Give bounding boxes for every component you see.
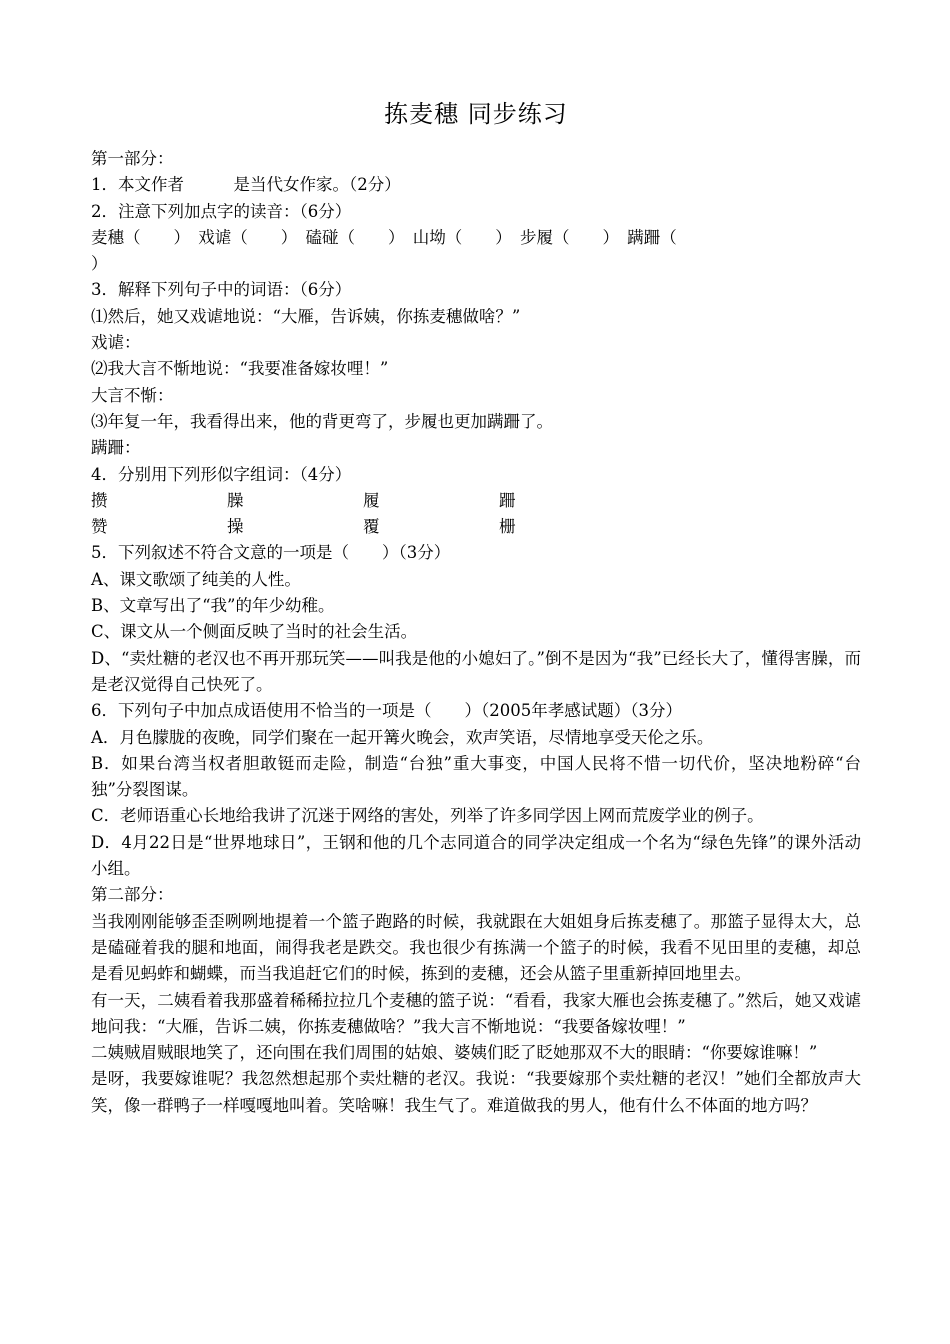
question-6-option-a: A．月色朦胧的夜晚，同学们聚在一起开篝火晚会，欢声笑语，尽情地享受天伦之乐。 [91,727,714,747]
question-3-sentence-1: ⑴然后，她又戏谑地说：“大雁，告诉姨，你拣麦穗做啥？” [91,306,521,326]
question-2-items: 麦穗（ ） 戏谑（ ） 磕碰（ ） 山坳（ ） 步履（ ） 蹒跚（ [91,227,677,247]
char-cell: 跚 [499,490,516,510]
document-page [91,96,861,1119]
question-4-row-2 [91,514,861,540]
char-cell: 赞 [91,517,108,537]
passage-paragraph-2: 有一天，二姨看着我那盛着稀稀拉拉几个麦穗的篮子说：“看看，我家大雁也会拣麦穗了。”然后，她又戏谑地问我：“大雁，告诉二姨，你拣麦穗做啥？”我大言不惭地说：“我要备嫁妆哩！” [91,990,861,1036]
question-5-option-c: C、课文从一个侧面反映了当时的社会生活。 [91,622,418,642]
question-3-answer-2: 大言不惭： [91,385,174,405]
question-5-option-a: A、课文歌颂了纯美的人性。 [91,569,301,589]
char-cell: 栅 [499,517,516,537]
section-heading-part2: 第二部分： [91,885,174,905]
question-2-items-cont: ） [91,254,108,274]
char-cell: 臊 [227,490,244,510]
question-3-answer-1: 戏谑： [91,333,141,353]
question-1: 1．本文作者 是当代女作家。（2分） [91,175,401,195]
question-4-row-1 [91,488,861,514]
question-5: 5．下列叙述不符合文意的一项是（ ）（3分） [91,543,451,563]
question-4: 4．分别用下列形似字组词：（4分） [91,464,352,484]
passage-paragraph-3: 二姨贼眉贼眼地笑了，还向围在我们周围的姑娘、婆姨们眨了眨她那双不大的眼睛：“你要嫁谁嘛！” [91,1043,818,1063]
section-heading-part1: 第一部分： [91,149,174,168]
question-5-option-d: D、“卖灶糖的老汉也不再开那玩笑——叫我是他的小媳妇了。”倒不是因为“我”已经长大了，懂得害臊，而是老汉觉得自己快死了。 [91,648,861,694]
question-3-sentence-2: ⑵我大言不惭地说：“我要准备嫁妆哩！” [91,359,389,379]
question-3-answer-3: 蹒跚： [91,438,141,458]
char-cell: 攒 [91,490,108,510]
question-5-option-b: B、文章写出了“我”的年少幼稚。 [91,596,335,616]
question-3: 3．解释下列句子中的词语：（6分） [91,280,352,300]
question-2: 2．注意下列加点字的读音：（6分） [91,201,352,221]
char-cell: 覆 [363,517,380,537]
char-cell: 履 [363,490,380,510]
question-6-option-b: B．如果台湾当权者胆敢铤而走险，制造“台独”重大事变，中国人民将不惜一切代价，坚决地粉碎“台独”分裂图谋。 [91,753,861,800]
char-cell: 操 [227,517,244,537]
question-6-option-d: D．4月22日是“世界地球日”，王钢和他的几个志同道合的同学决定组成一个名为“绿色先锋”的课外活动小组。 [91,832,861,879]
question-6: 6．下列句子中加点成语使用不恰当的一项是（ ）（2005年孝感试题）（3分） [91,701,682,721]
passage-paragraph-4: 是呀，我要嫁谁呢？我忽然想起那个卖灶糖的老汉。我说：“我要嫁那个卖灶糖的老汉！”她们全都放声大笑，像一群鸭子一样嘎嘎地叫着。笑啥嘛！我生气了。难道做我的男人，他有什么不体面的地方吗？ [91,1069,861,1115]
passage-paragraph-1: 当我刚刚能够歪歪咧咧地提着一个篮子跑路的时候，我就跟在大姐姐身后拣麦穗了。那篮子显得太大，总是磕碰着我的腿和地面，闹得我老是跌交。我也很少有拣满一个篮子的时候，我看不见田里的麦穗，却总是看见蚂蚱和蝴蝶，而当我追赶它们的时候，拣到的麦穗，还会从篮子里重新掉回地里去。 [91,911,861,984]
question-3-sentence-3: ⑶年复一年，我看得出来，他的背更弯了，步履也更加蹒跚了。 [91,411,553,431]
page-title: 拣麦穗 同步练习 [384,100,568,128]
question-6-option-c: C．老师语重心长地给我讲了沉迷于网络的害处，列举了许多同学因上网而荒废学业的例子。 [91,806,764,826]
